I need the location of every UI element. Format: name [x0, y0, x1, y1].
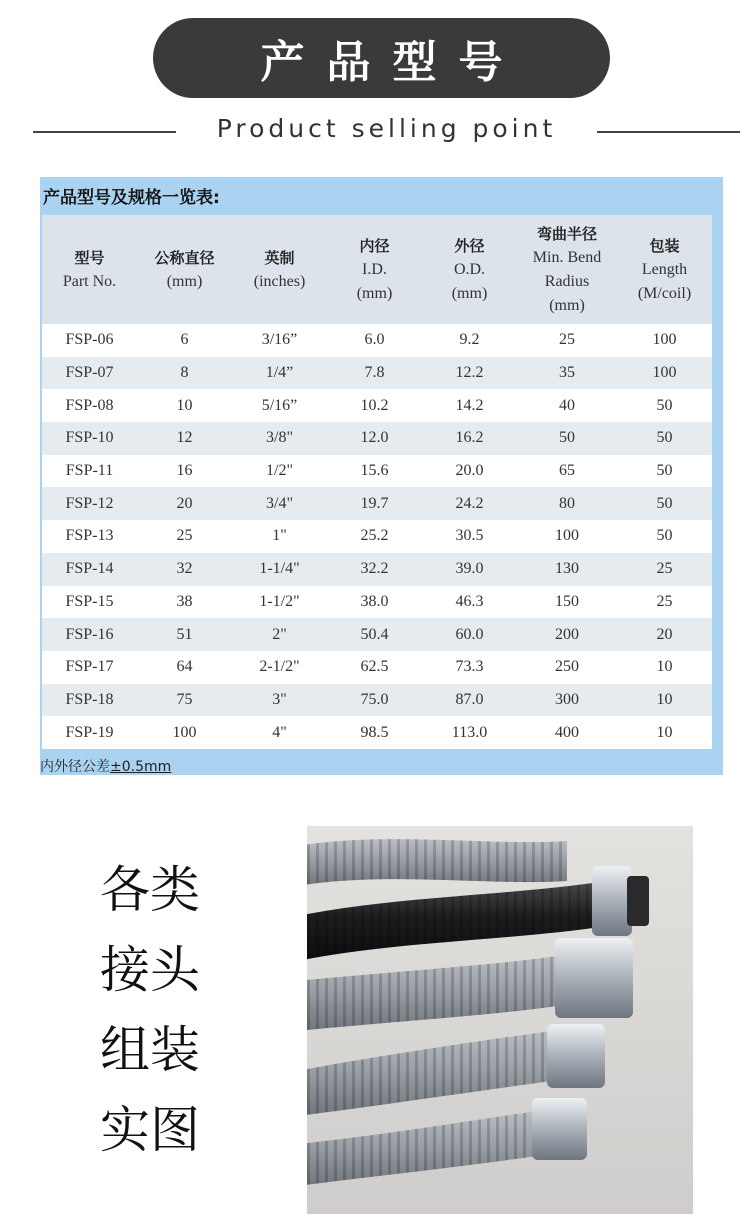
table-cell: 16 — [137, 455, 232, 488]
table-cell: 113.0 — [422, 716, 517, 749]
column-header-zh: 包装 — [649, 236, 680, 255]
table-cell: FSP-11 — [42, 455, 137, 488]
table-row — [42, 422, 712, 455]
column-header-en: O.D. — [453, 260, 486, 278]
table-cell: 200 — [517, 618, 617, 651]
table-cell: 50 — [617, 487, 712, 520]
table-cell: 10 — [137, 389, 232, 422]
spec-table-header — [42, 215, 712, 324]
page-subtitle: Product selling point — [216, 114, 557, 143]
table-cell: 20 — [137, 487, 232, 520]
table-row — [42, 324, 712, 357]
table-cell: FSP-16 — [42, 618, 137, 651]
caption-line: 实图 — [100, 1101, 200, 1159]
table-row — [42, 684, 712, 717]
column-header-zh: 公称直径 — [154, 248, 215, 267]
column-header — [232, 215, 327, 324]
subtitle-row — [0, 110, 750, 154]
table-cell: FSP-06 — [42, 324, 137, 357]
table-cell: 250 — [517, 651, 617, 684]
table-cell: 12 — [137, 422, 232, 455]
title-pill — [153, 18, 610, 98]
spec-table — [42, 215, 712, 749]
spec-table-panel — [40, 177, 723, 775]
column-header-en: Radius — [544, 272, 590, 290]
table-cell: 39.0 — [422, 553, 517, 586]
conduit-photo-icon — [307, 826, 693, 1214]
table-cell: 25 — [617, 586, 712, 619]
table-cell: 65 — [517, 455, 617, 488]
table-cell: 10 — [617, 684, 712, 717]
table-cell: 87.0 — [422, 684, 517, 717]
table-cell: 46.3 — [422, 586, 517, 619]
table-cell: 7.8 — [327, 357, 422, 390]
page-title: 产品型号 — [260, 37, 525, 88]
column-header — [42, 215, 137, 324]
table-cell: 64 — [137, 651, 232, 684]
table-cell: 25 — [617, 553, 712, 586]
column-header-en: Part No. — [62, 272, 117, 290]
table-cell: 300 — [517, 684, 617, 717]
caption-line: 接头 — [100, 941, 200, 999]
table-cell: 25 — [137, 520, 232, 553]
table-cell: 150 — [517, 586, 617, 619]
table-cell: 1/2" — [232, 455, 327, 488]
column-header — [137, 215, 232, 324]
column-header — [422, 215, 517, 324]
photo-caption — [100, 850, 230, 1170]
table-cell: 3/16” — [232, 324, 327, 357]
table-cell: 50 — [617, 520, 712, 553]
table-cell: 5/16” — [232, 389, 327, 422]
table-cell: 100 — [617, 324, 712, 357]
table-cell: 100 — [137, 716, 232, 749]
table-cell: FSP-19 — [42, 716, 137, 749]
column-header-en: (mm) — [166, 272, 203, 290]
table-cell: 6 — [137, 324, 232, 357]
table-cell: 73.3 — [422, 651, 517, 684]
table-cell: 10.2 — [327, 389, 422, 422]
table-cell: 8 — [137, 357, 232, 390]
column-header — [327, 215, 422, 324]
table-cell: FSP-12 — [42, 487, 137, 520]
table-cell: 25.2 — [327, 520, 422, 553]
table-cell: 60.0 — [422, 618, 517, 651]
table-cell: 24.2 — [422, 487, 517, 520]
table-cell: 32 — [137, 553, 232, 586]
table-cell: 10 — [617, 651, 712, 684]
table-cell: FSP-10 — [42, 422, 137, 455]
table-cell: 98.5 — [327, 716, 422, 749]
table-cell: 50 — [617, 389, 712, 422]
table-cell: 3" — [232, 684, 327, 717]
table-row — [42, 487, 712, 520]
spec-table-title: 产品型号及规格一览表: — [43, 188, 220, 208]
table-cell: 14.2 — [422, 389, 517, 422]
column-header — [617, 215, 712, 324]
column-header-en: Length — [641, 260, 688, 278]
column-header-en: (mm) — [451, 284, 488, 302]
column-header-en: (inches) — [253, 272, 306, 290]
table-cell: 19.7 — [327, 487, 422, 520]
table-row — [42, 553, 712, 586]
table-cell: 50 — [617, 455, 712, 488]
column-header — [517, 215, 617, 324]
table-cell: 75.0 — [327, 684, 422, 717]
table-cell: 100 — [617, 357, 712, 390]
column-header-en: (mm) — [549, 296, 585, 314]
table-cell: 50 — [617, 422, 712, 455]
table-cell: 1" — [232, 520, 327, 553]
table-cell: 9.2 — [422, 324, 517, 357]
table-cell: 100 — [517, 520, 617, 553]
table-row — [42, 455, 712, 488]
table-cell: FSP-17 — [42, 651, 137, 684]
table-cell: 16.2 — [422, 422, 517, 455]
column-header-en: (mm) — [356, 284, 393, 302]
table-cell: 25 — [517, 324, 617, 357]
table-cell: 1-1/4" — [232, 553, 327, 586]
column-header-zh: 弯曲半径 — [536, 224, 597, 243]
tolerance-value: ±0.5mm — [110, 759, 172, 775]
table-cell: 2" — [232, 618, 327, 651]
spec-table-body — [42, 324, 712, 749]
table-cell: 62.5 — [327, 651, 422, 684]
column-header-en: I.D. — [362, 260, 387, 278]
table-cell: 4" — [232, 716, 327, 749]
tolerance-note — [40, 756, 171, 776]
table-cell: 3/8" — [232, 422, 327, 455]
table-row — [42, 389, 712, 422]
column-header-zh: 外径 — [454, 236, 485, 255]
column-header-zh: 内径 — [359, 236, 390, 255]
table-cell: 50 — [517, 422, 617, 455]
table-cell: 38 — [137, 586, 232, 619]
column-header-en: (M/coil) — [637, 284, 692, 302]
table-cell: FSP-08 — [42, 389, 137, 422]
divider-right — [597, 131, 740, 133]
table-cell: FSP-18 — [42, 684, 137, 717]
table-cell: 20 — [617, 618, 712, 651]
table-cell: FSP-13 — [42, 520, 137, 553]
table-cell: 20.0 — [422, 455, 517, 488]
table-cell: 1/4” — [232, 357, 327, 390]
table-cell: 3/4" — [232, 487, 327, 520]
table-cell: 32.2 — [327, 553, 422, 586]
column-header-zh: 型号 — [74, 248, 105, 267]
table-row — [42, 618, 712, 651]
table-cell: FSP-14 — [42, 553, 137, 586]
table-cell: 10 — [617, 716, 712, 749]
table-row — [42, 716, 712, 749]
table-cell: 12.2 — [422, 357, 517, 390]
caption-line: 各类 — [100, 861, 200, 919]
table-cell: 38.0 — [327, 586, 422, 619]
column-header-en: Min. Bend — [532, 248, 602, 266]
table-cell: 15.6 — [327, 455, 422, 488]
table-cell: 12.0 — [327, 422, 422, 455]
table-cell: 30.5 — [422, 520, 517, 553]
caption-line: 组装 — [100, 1021, 200, 1079]
table-cell: 75 — [137, 684, 232, 717]
table-row — [42, 357, 712, 390]
table-cell: 35 — [517, 357, 617, 390]
table-cell: 80 — [517, 487, 617, 520]
tolerance-label: 内外径公差 — [40, 759, 110, 775]
table-cell: 40 — [517, 389, 617, 422]
table-cell: 51 — [137, 618, 232, 651]
table-cell: FSP-07 — [42, 357, 137, 390]
column-header-zh: 英制 — [264, 248, 295, 267]
table-cell: 50.4 — [327, 618, 422, 651]
table-row — [42, 586, 712, 619]
table-row — [42, 651, 712, 684]
table-cell: 400 — [517, 716, 617, 749]
spec-table-wrap — [42, 215, 712, 749]
table-cell: 6.0 — [327, 324, 422, 357]
divider-left — [33, 131, 176, 133]
table-cell: 1-1/2" — [232, 586, 327, 619]
table-cell: FSP-15 — [42, 586, 137, 619]
table-cell: 2-1/2" — [232, 651, 327, 684]
table-row — [42, 520, 712, 553]
table-cell: 130 — [517, 553, 617, 586]
